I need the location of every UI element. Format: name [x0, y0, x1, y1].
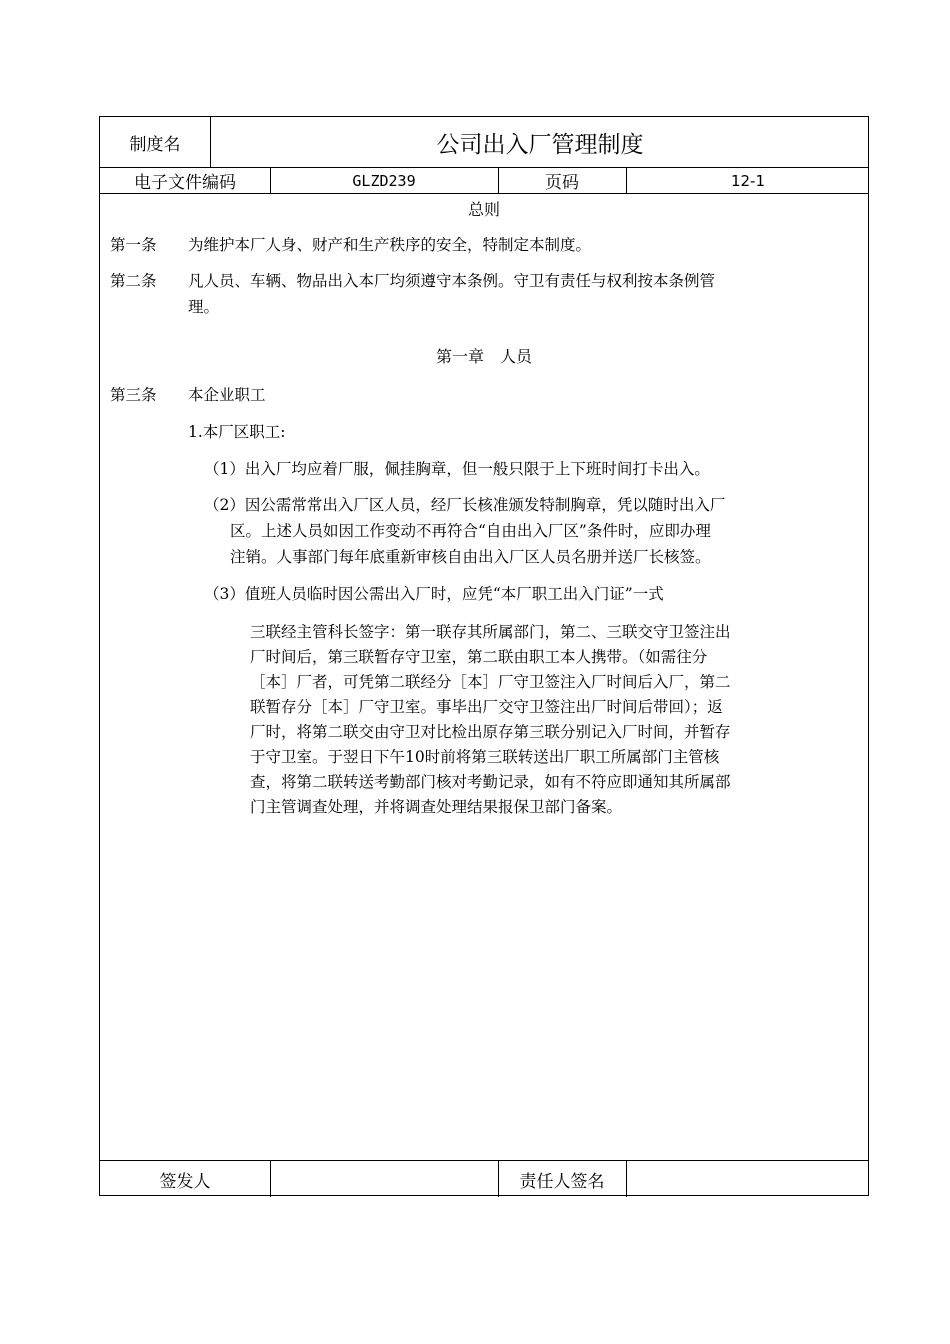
chapter-1-heading: 第一章 人员: [435, 347, 532, 366]
paragraph-line: 查，将第二联转送考勤部门核对考勤记录，如有不符应即通知其所属部: [250, 773, 731, 791]
article-3-text: 本企业职工: [188, 386, 266, 404]
article-2-line-2: 理。: [188, 298, 220, 316]
name-label: 制度名: [129, 134, 181, 155]
sub-item-2-line-1: （2）因公需常常出入厂区人员，经厂长核准颁发特制胸章，凭以随时出入厂: [204, 496, 726, 514]
paragraph-line: 厂时，将第二联交由守卫对比检出原存第三联分别记入厂时间，并暂存: [250, 723, 731, 741]
paragraph-line: 厂时间后，第三联暂存守卫室，第二联由职工本人携带。（如需往分: [250, 648, 708, 666]
sub-item-3: （3）值班人员临时因公需出入厂时，应凭“本厂职工出入门证”一式: [204, 585, 664, 603]
responsible-label: 责任人签名: [519, 1171, 605, 1192]
paragraph-line: 三联经主管科长签字：第一联存其所属部门，第二、三联交守卫签注出: [250, 623, 731, 641]
item-1: 1.本厂区职工:: [188, 423, 286, 441]
issuer-label: 签发人: [159, 1171, 211, 1192]
article-1-text: 为维护本厂人身、财产和生产秩序的安全，特制定本制度。: [188, 236, 592, 254]
file-code-value: GLZD239: [352, 171, 416, 190]
article-3-label: 第三条: [110, 386, 157, 404]
paragraph-line: 门主管调查处理，并将调查处理结果报保卫部门备案。: [250, 798, 623, 816]
paragraph-line: 于守卫室。于翌日下午10时前将第三联转送出厂职工所属部门主管核: [250, 748, 720, 766]
document-title: 公司出入厂管理制度: [436, 131, 644, 158]
issuer-signature-field: [270, 1161, 498, 1197]
article-1-label: 第一条: [110, 236, 157, 254]
article-2-line-1: 凡人员、车辆、物品出入本厂均须遵守本条例。守卫有责任与权利按本条例管: [188, 272, 716, 290]
general-heading: 总则: [467, 200, 500, 219]
article-2-label: 第二条: [110, 272, 157, 290]
sub-item-2-line-3: 注销。人事部门每年底重新审核自由出入厂区人员名册并送厂长核签。: [230, 548, 711, 566]
sub-item-2-line-2: 区。上述人员如因工作变动不再符合“自由出入厂区”条件时，应即办理: [230, 522, 711, 540]
file-code-label: 电子文件编码: [134, 173, 236, 193]
paragraph-line: 联暂存分［本］厂守卫室。事毕出厂交守卫签注出厂时间后带回）；返: [250, 698, 723, 716]
page-label: 页码: [545, 173, 579, 193]
regulation-form: [99, 116, 869, 1196]
responsible-signature-field: [626, 1161, 870, 1197]
page-number: 12-1: [730, 171, 766, 190]
row-divider: [100, 193, 868, 194]
paragraph-line: ［本］厂者，可凭第二联经分［本］厂守卫签注入厂时间后入厂，第二: [250, 673, 731, 691]
sub-item-1: （1）出入厂均应着厂服，佩挂胸章，但一般只限于上下班时间打卡出入。: [204, 460, 710, 478]
